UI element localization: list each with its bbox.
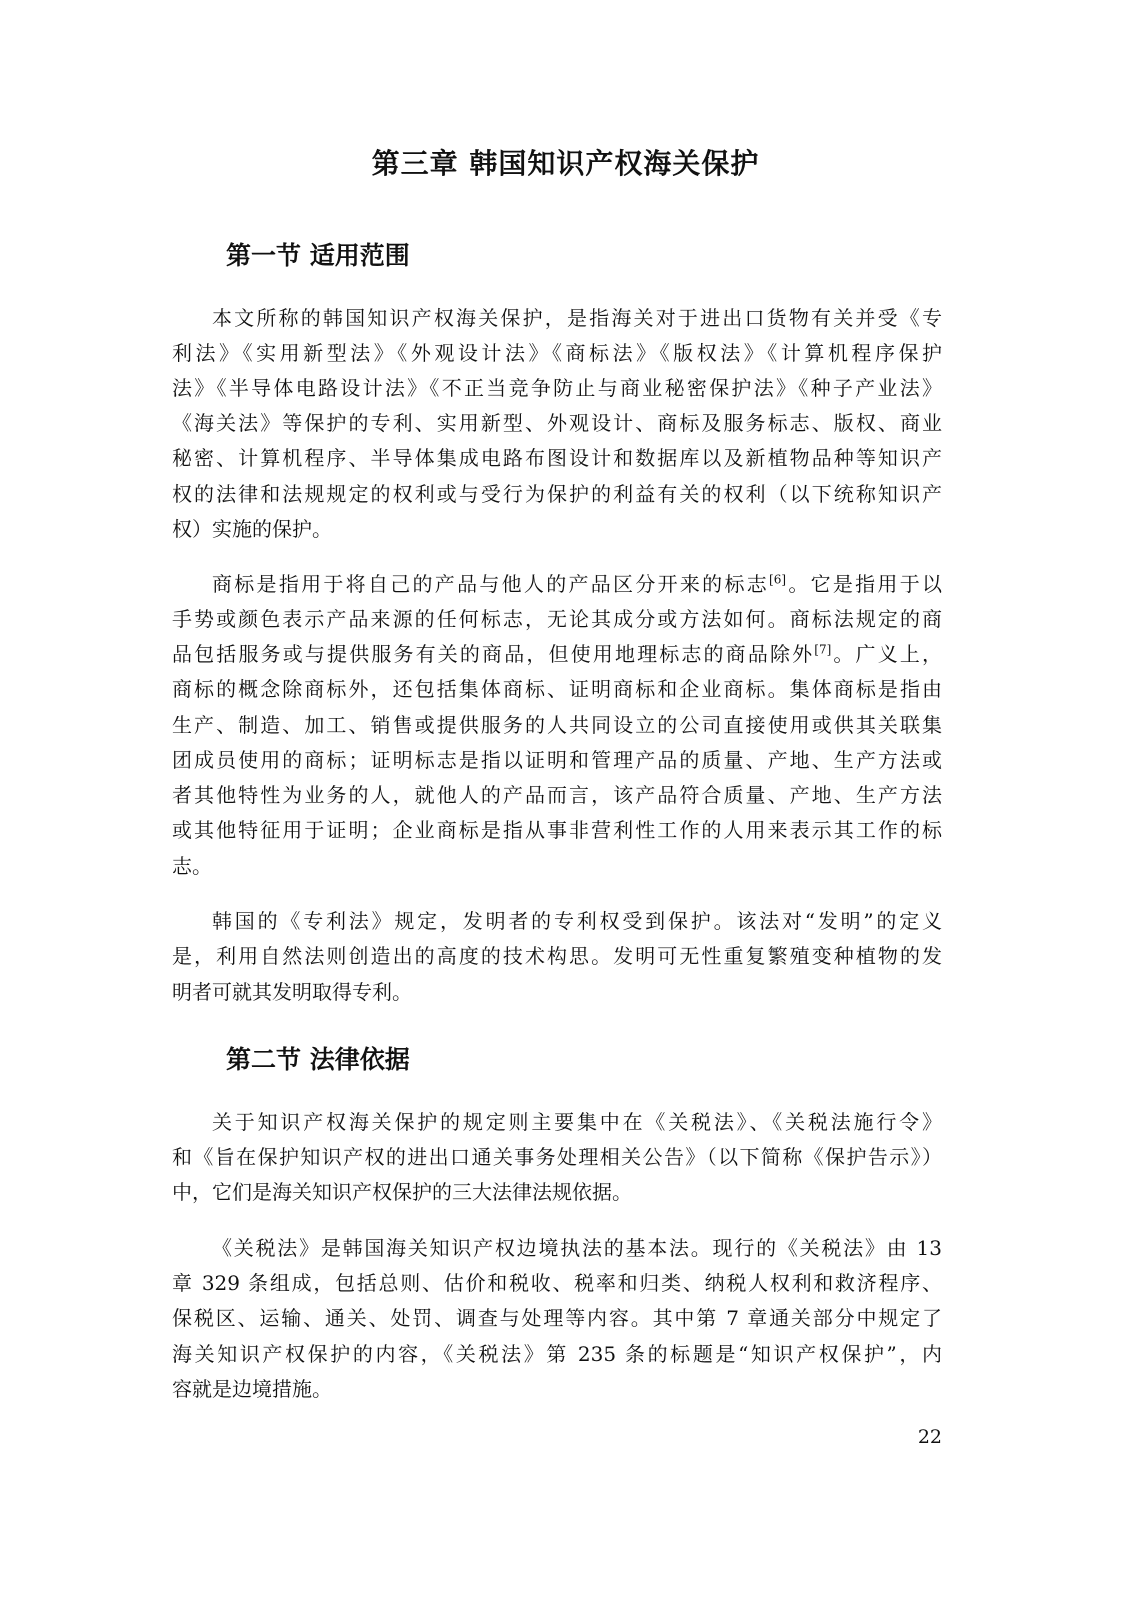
text-line: 团成员使用的商标；证明标志是指以证明和管理产品的质量、产地、生产方法或	[172, 748, 942, 772]
text-line: 权）实施的保护。	[172, 517, 332, 541]
text-line: 《关税法》是韩国海关知识产权边境执法的基本法。现行的《关税法》由 13	[212, 1236, 942, 1260]
text-line: 手势或颜色表示产品来源的任何标志，无论其成分或方法如何。商标法规定的商	[172, 607, 942, 631]
page-number: 22	[917, 1426, 942, 1448]
text-line: 中，它们是海关知识产权保护的三大法律法规依据。	[172, 1180, 632, 1204]
citation-reference: [7]	[814, 642, 832, 657]
text-segment: 。它是指用于以	[786, 572, 942, 596]
text-line: 海关知识产权保护的内容，《关税法》第 235 条的标题是“知识产权保护”，内	[172, 1342, 942, 1366]
citation-reference: [6]	[769, 572, 787, 587]
text-line: 志。	[172, 854, 212, 878]
text-line: 关于知识产权海关保护的规定则主要集中在《关税法》、《关税法施行令》	[212, 1110, 942, 1134]
text-line: 容就是边境措施。	[172, 1377, 332, 1401]
text-line: 秘密、计算机程序、半导体集成电路布图设计和数据库以及新植物品种等知识产	[172, 446, 942, 470]
chapter-title: 第三章 韩国知识产权海关保护	[371, 147, 760, 180]
text-line: 者其他特性为业务的人，就他人的产品而言，该产品符合质量、产地、生产方法	[172, 783, 942, 807]
text-line	[212, 569, 942, 599]
text-line: 商标的概念除商标外，还包括集体商标、证明商标和企业商标。集体商标是指由	[172, 677, 942, 701]
text-line: 章 329 条组成，包括总则、估价和税收、税率和归类、纳税人权利和救济程序、	[172, 1271, 942, 1295]
text-line: 法》《半导体电路设计法》《不正当竞争防止与商业秘密保护法》《种子产业法》	[172, 376, 942, 400]
text-line: 明者可就其发明取得专利。	[172, 980, 412, 1004]
text-line: 保税区、运输、通关、处罚、调查与处理等内容。其中第 7 章通关部分中规定了	[172, 1306, 942, 1330]
text-line: 是，利用自然法则创造出的高度的技术构思。发明可无性重复繁殖变种植物的发	[172, 944, 942, 968]
text-line: 韩国的《专利法》规定，发明者的专利权受到保护。该法对“发明”的定义	[212, 909, 942, 933]
section-title-scope: 第一节 适用范围	[226, 241, 410, 270]
text-line: 利法》《实用新型法》《外观设计法》《商标法》《版权法》《计算机程序保护	[172, 341, 942, 365]
text-segment: 品包括服务或与提供服务有关的商品，但使用地理标志的商品除外	[172, 642, 815, 666]
text-segment: 。广义上，	[831, 642, 943, 666]
text-line: 《海关法》等保护的专利、实用新型、外观设计、商标及服务标志、版权、商业	[172, 411, 942, 435]
text-line: 本文所称的韩国知识产权海关保护，是指海关对于进出口货物有关并受《专	[212, 306, 942, 330]
text-line: 和《旨在保护知识产权的进出口通关事务处理相关公告》（以下简称《保护告示》）	[172, 1145, 942, 1169]
text-line: 或其他特征用于证明；企业商标是指从事非营利性工作的人用来表示其工作的标	[172, 818, 942, 842]
text-line: 权的法律和法规规定的权利或与受行为保护的利益有关的权利（以下统称知识产	[172, 482, 942, 506]
text-line	[172, 639, 942, 669]
section-title-legal-basis: 第二节 法律依据	[226, 1045, 410, 1074]
text-segment: 商标是指用于将自己的产品与他人的产品区分开来的标志	[212, 572, 770, 596]
text-line: 生产、制造、加工、销售或提供服务的人共同设立的公司直接使用或供其关联集	[172, 713, 942, 737]
